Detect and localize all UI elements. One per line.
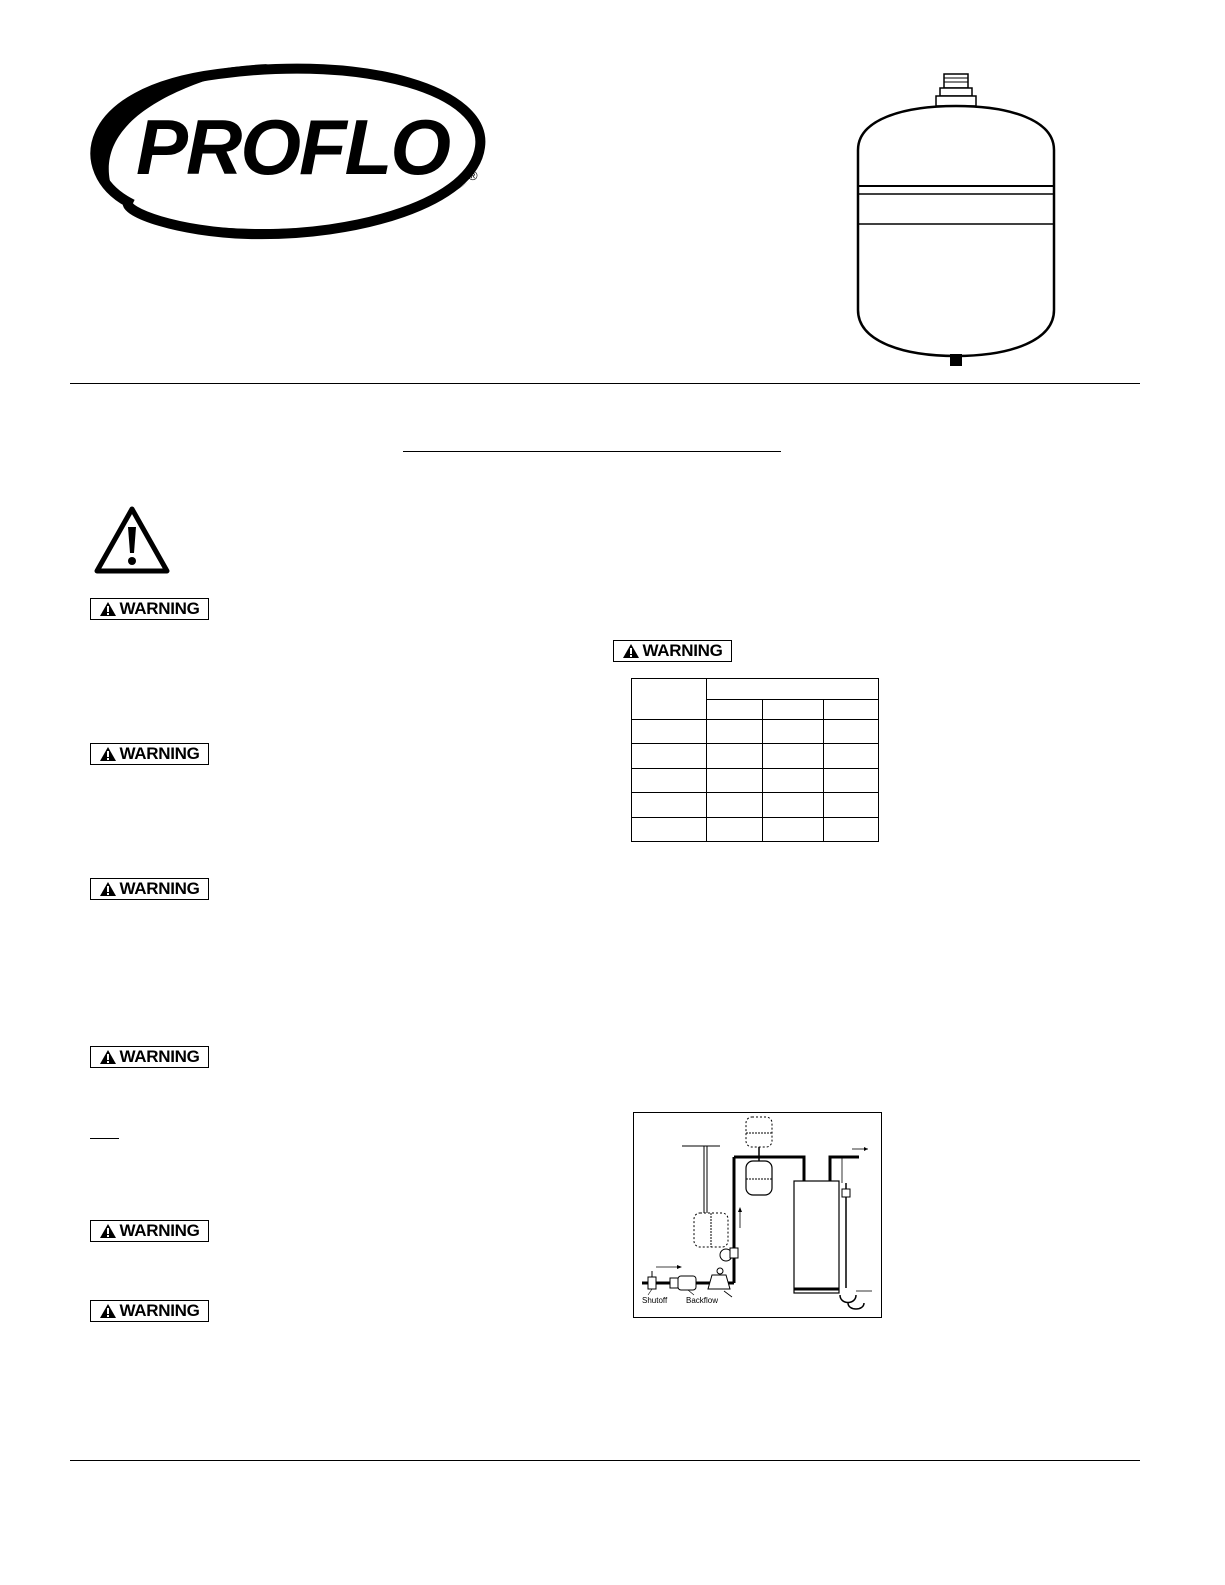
table-header-cell [632, 679, 707, 720]
installation-piping-diagram [633, 1112, 882, 1318]
warning-triangle-icon [99, 881, 117, 897]
warning-label: WARNING [119, 879, 200, 898]
table-row [632, 744, 879, 768]
warning-triangle-icon [622, 643, 640, 659]
warning-triangle-icon [99, 746, 117, 762]
registered-mark: ® [468, 168, 478, 183]
table-row [632, 817, 879, 841]
warning-badge [90, 743, 209, 765]
warning-badge [613, 640, 732, 662]
warning-label: WARNING [119, 1301, 200, 1320]
specification-table [631, 678, 879, 842]
logo-text: PROFLO [136, 103, 449, 191]
expansion-tank-drawing [852, 70, 1064, 376]
warning-triangle-icon [99, 1049, 117, 1065]
table-header-cell [763, 700, 824, 720]
safety-alert-triangle-icon [93, 505, 171, 575]
table-header-cell [824, 700, 879, 720]
table-header-cell [707, 700, 763, 720]
table-row [632, 768, 879, 792]
backflow-label: Backflow [686, 1296, 719, 1305]
note-underline [90, 1138, 119, 1139]
warning-triangle-icon [99, 1223, 117, 1239]
footer-divider [70, 1460, 1140, 1461]
header-divider [70, 383, 1140, 384]
table-row [632, 793, 879, 817]
title-underline [403, 451, 781, 452]
warning-badge [90, 878, 209, 900]
warning-badge [90, 1300, 209, 1322]
warning-badge [90, 598, 209, 620]
table-row [632, 720, 879, 744]
shutoff-label: Shutoff [642, 1296, 668, 1305]
warning-triangle-icon [99, 601, 117, 617]
warning-label: WARNING [119, 1047, 200, 1066]
warning-label: WARNING [119, 599, 200, 618]
warning-badge [90, 1046, 209, 1068]
proflo-logo [68, 52, 498, 242]
table-header-cell [707, 679, 879, 700]
warning-label: WARNING [642, 641, 723, 660]
warning-label: WARNING [119, 1221, 200, 1240]
warning-triangle-icon [99, 1303, 117, 1319]
warning-label: WARNING [119, 744, 200, 763]
warning-badge [90, 1220, 209, 1242]
